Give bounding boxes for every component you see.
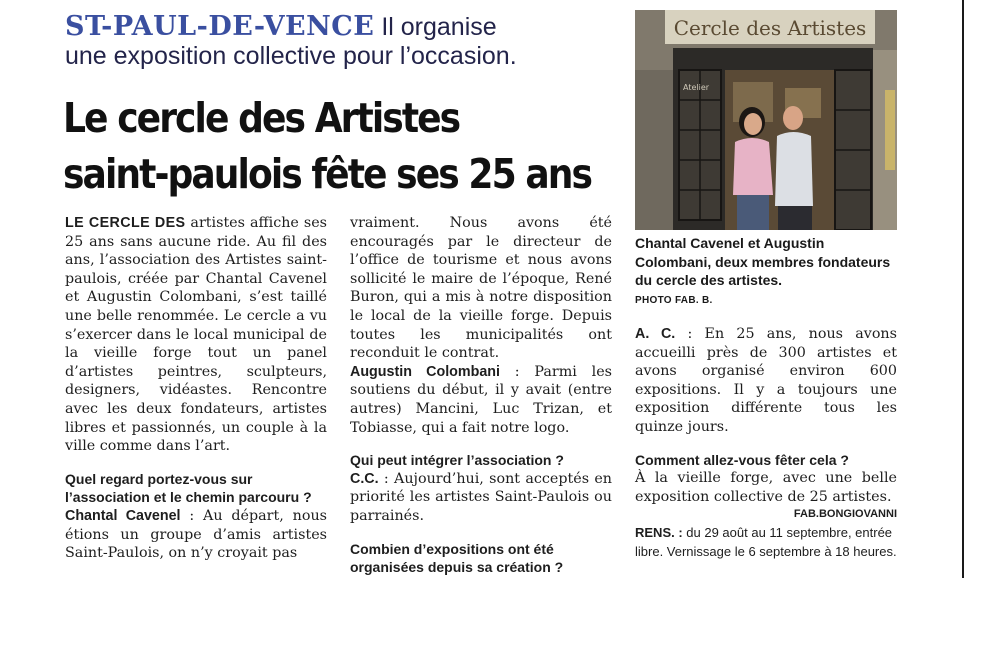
caption-text: Chantal Cavenel et Augustin Colombani, deux membres fondateurs du cercle des artistes. bbox=[635, 235, 891, 289]
kicker-line1: Il organise bbox=[374, 13, 497, 41]
lead-caps: LE CERCLE DES bbox=[65, 215, 186, 231]
info-label: RENS. : bbox=[635, 525, 683, 541]
answer-3 bbox=[635, 325, 897, 437]
answer-1 bbox=[65, 507, 327, 563]
question-4: Comment allez-vous fêter cela ? bbox=[635, 451, 849, 468]
speaker-name: Chantal Cavenel bbox=[65, 507, 181, 524]
intro-text: artistes affiche ses 25 ans sans aucune ride. Au fil des ans, l’association des Artistes saint-paulois, créée par Chantal Cavenel et Augustin Colombani, s’est taillé une belle renommée. Le cercle a vu s’exercer dans le local municipal de la vieille forge tout un panel d’artistes peintres, sculpteurs, designers, vidéastes. Rencontre avec les deux fondateurs, artistes libres et passionnés, un couple à la ville comme dans l’art. bbox=[65, 215, 327, 455]
question-2: Qui peut intégrer l’association ? bbox=[350, 452, 564, 469]
article-column-3 bbox=[635, 325, 897, 562]
kicker-line2: une exposition collective pour l’occasion. bbox=[65, 42, 517, 70]
headline-line1: Le cercle des Artistes bbox=[63, 94, 460, 142]
door-text: Atelier bbox=[683, 83, 710, 92]
headline-line2: saint-paulois fête ses 25 ans bbox=[63, 150, 592, 198]
photo-credit: PHOTO FAB. B. bbox=[635, 294, 713, 306]
answer-text: : En 25 ans, nous avons accueilli près de 300 artistes et avons organisé environ 600 expositions. Il y a toujours une exposition différente tous les quinze jours. bbox=[635, 326, 897, 435]
speaker-name: C.C. bbox=[350, 470, 379, 487]
sign-text: Cercle des Artistes bbox=[673, 16, 867, 40]
kicker-place: ST-PAUL-DE-VENCE bbox=[65, 11, 375, 42]
column-divider bbox=[962, 0, 964, 578]
intro-paragraph bbox=[65, 214, 327, 456]
article-column-2-content bbox=[350, 214, 612, 577]
answer-text: : Au départ, nous étions un groupe d’amis artistes Saint-Paulois, on n’y croyait pas bbox=[65, 507, 327, 562]
answer-1b bbox=[350, 363, 612, 437]
founders-photo bbox=[635, 10, 897, 230]
speaker-name: Augustin Colombani bbox=[350, 363, 501, 380]
answer-1-continued: vraiment. Nous avons été encouragés par le directeur de l’office de tourisme et nous avons sollicité le maire de l’époque, René Buron, qui a mis à notre disposition le local de la vieille forge. Depuis toutes les municipalités ont reconduit le contrat. bbox=[350, 215, 612, 362]
answer-2 bbox=[350, 470, 612, 526]
answer-text: : Aujourd’hui, sont acceptés en priorité les artistes Saint-Paulois ou parrainés. bbox=[350, 470, 612, 524]
answer-text: : Parmi les soutiens du début, il y avait (entre autres) Mancini, Luc Trizan, et Tobiasse, qui a fait notre logo. bbox=[350, 363, 612, 436]
article-column-1 bbox=[65, 214, 327, 563]
author-signature: FAB.BONGIOVANNI bbox=[793, 508, 897, 521]
speaker-name: A. C. bbox=[635, 326, 676, 342]
answer-4: À la vieille forge, avec une belle exposition collective de 25 artistes. bbox=[635, 470, 897, 505]
photo-caption bbox=[635, 234, 897, 308]
info-box bbox=[635, 524, 897, 561]
article-photo bbox=[635, 10, 897, 230]
question-1: Quel regard portez-vous sur l’association et le chemin parcouru ? bbox=[65, 470, 312, 506]
info-text: du 29 août au 11 septembre, entrée libre. Vernissage le 6 septembre à 18 heures. bbox=[635, 525, 897, 559]
question-3: Combien d’expositions ont été organisées depuis sa création ? bbox=[350, 540, 564, 576]
